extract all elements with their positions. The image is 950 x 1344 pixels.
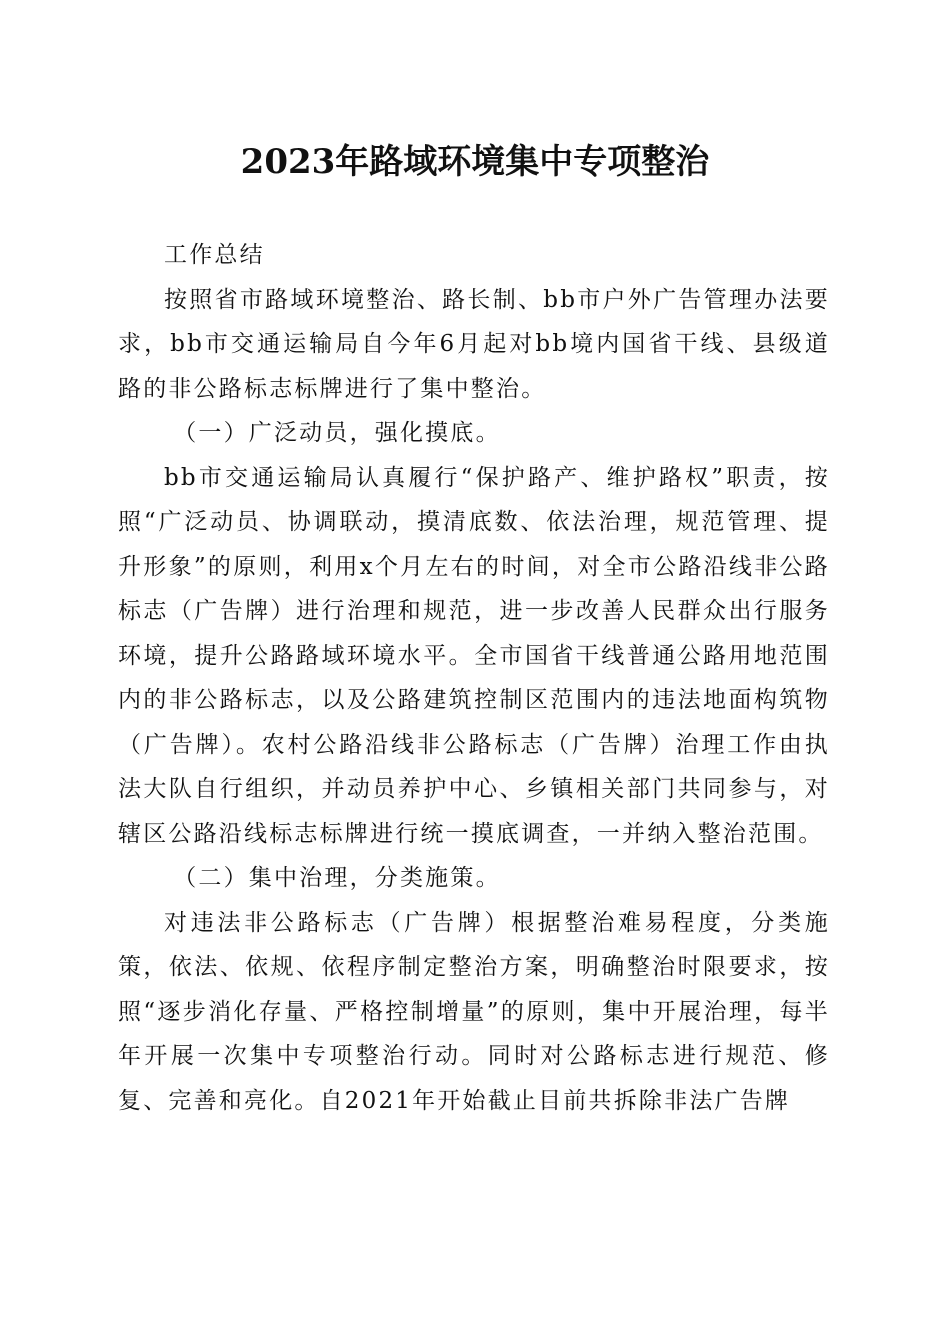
document-title: 2023年路域环境集中专项整治 — [240, 142, 710, 182]
paragraph-section-2: 对违法非公路标志（广告牌）根据整治难易程度，分类施策，依法、依规、依程序制定整治方案，明确整治时限要求，按照“逐步消化存量、严格控制增量”的原则，集中开展治理，每半年开展一次集中专项整治行动。同时对公路标志进行规范、修复、完善和亮化。自2021年开始截止目前共拆除非法广告牌 — [118, 909, 830, 1114]
section-heading-1: （一）广泛动员，强化摸底。 — [173, 420, 501, 446]
paragraph-intro: 按照省市路域环境整治、路长制、bb市户外广告管理办法要求，bb市交通运输局自今年6月起对bb境内国省干线、县级道路的非公路标志标牌进行了集中整治。 — [118, 286, 830, 402]
document-subtitle: 工作总结 — [164, 242, 265, 268]
paragraph-section-1: bb市交通运输局认真履行“保护路产、维护路权”职责，按照“广泛动员、协调联动，摸清底数、依法治理，规范管理、提升形象”的原则，利用x个月左右的时间，对全市公路沿线非公路标志（广告牌）进行治理和规范，进一步改善人民群众出行服务环境，提升公路路域环境水平。全市国省干线普通公路用地范围内的非公路标志，以及公路建筑控制区范围内的违法地面构筑物（广告牌）。农村公路沿线非公路标志（广告牌）治理工作由执法大队自行组织，并动员养护中心、乡镇相关部门共同参与，对辖区公路沿线标志标牌进行统一摸底调查，一并纳入整治范围。 — [118, 464, 830, 847]
document-body — [118, 233, 830, 1123]
section-heading-2: （二）集中治理，分类施策。 — [173, 865, 501, 891]
